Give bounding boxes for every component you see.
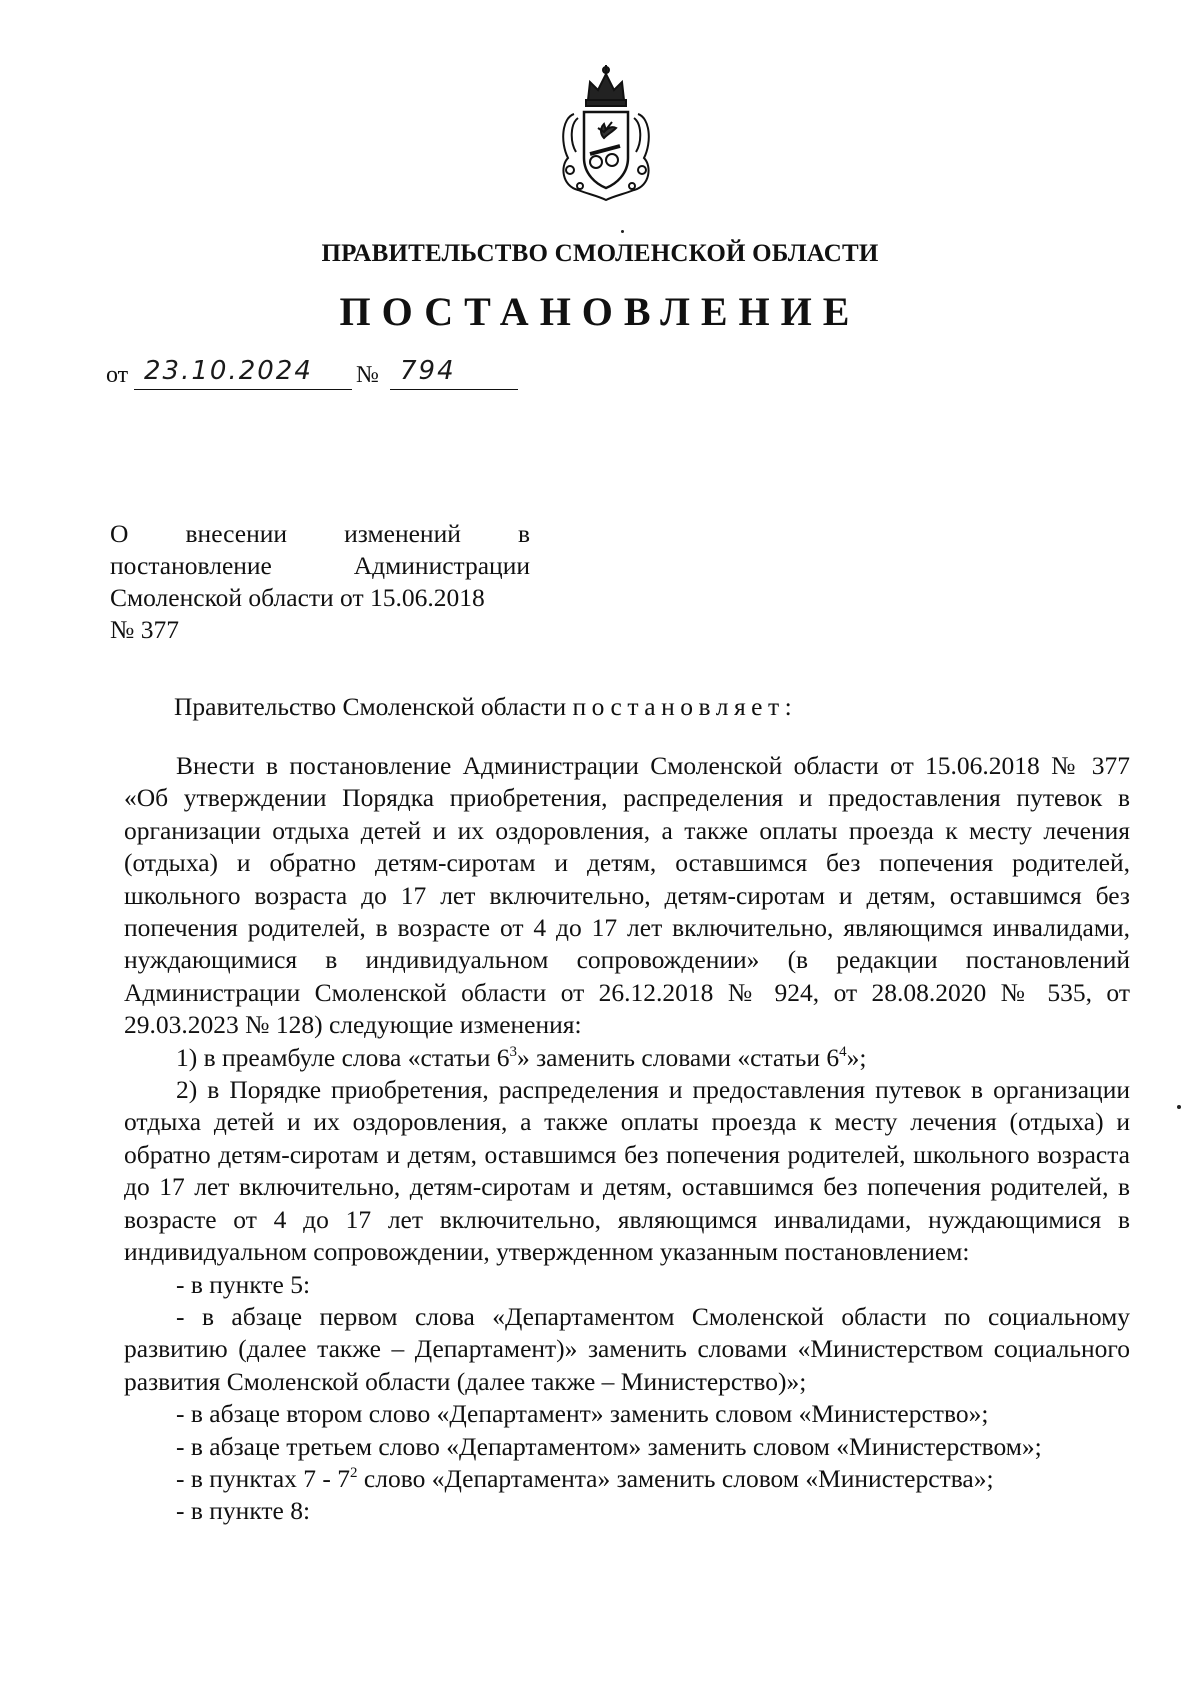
paragraph-third-change: - в абзаце третьем слово «Департаментом» заменить словом «Министерством»; [176, 1431, 1042, 1461]
date-underline [134, 389, 352, 390]
document-body [124, 750, 1130, 1528]
points-7-change: - в пунктах $7 - 7^2$ слово «Департамента» заменить словом «Министерства»; [176, 1463, 994, 1493]
handwritten-date: 23.10.2024 [144, 356, 313, 386]
number-label: № [356, 362, 379, 388]
item-1: 1) в преамбуле слова «статьи $6^3$» заменить словами «статьи $6^4$»; [176, 1042, 867, 1072]
paragraph-second-change: - в абзаце втором слово «Департамент» заменить словом «Министерство»; [176, 1399, 989, 1429]
coat-of-arms-emblem [554, 62, 658, 204]
organization-title: ПРАВИТЕЛЬСТВО СМОЛЕНСКОЙ ОБЛАСТИ [321, 240, 879, 267]
point-8-heading: - в пункте 8: [176, 1496, 311, 1526]
point-5-heading: - в пункте 5: [176, 1269, 311, 1299]
scan-speck [1177, 1105, 1181, 1109]
resolves-spaced-word: постановляет: [572, 692, 798, 721]
subject-line-1: О внесении изменений в [110, 519, 530, 548]
number-underline [390, 389, 518, 390]
subject-line-2: постановление Администрации [110, 551, 530, 580]
main-paragraph: Внести в постановление Администрации Смоленской области от 15.06.2018 № 377 «Об утверждении Порядка приобретения, распределения и предоставления путевок в организации отдыха детей и их оздоровления, а также оплаты проезда к месту лечения (отдыха) и обратно детям-сиротам и детям, оставшимся без попечения родителей, школьного возраста до 17 лет включительно, детям-сиротам и детям, оставшимся без попечения родителей, в возрасте от 4 до 17 лет включительно, являющимся инвалидами, нуждающимися в индивидуальном сопровождении» (в редакции постановлений Администрации Смоленской области от 26.12.2018 № 924, от 28.08.2020 № 535, от 29.03.2023 № 128) следующие изменения: [124, 751, 1130, 1040]
item-2: 2) в Порядке приобретения, распределения и предоставления путевок в организации отдыха детей и их оздоровления, а также оплаты проезда к месту лечения (отдыха) и обратно детям-сиротам и детям, оставшимся без попечения родителей, школьного возраста до 17 лет включительно, детям-сиротам и детям, оставшимся без попечения родителей, в возрасте от 4 до 17 лет включительно, являющимся инвалидами, нуждающимися в индивидуальном сопровождении, утвержденном указанным постановлением: [124, 1075, 1130, 1267]
subject-line-4: № 377 [110, 615, 179, 644]
document-subject [110, 518, 530, 646]
scan-speck [621, 230, 624, 233]
date-label: от [106, 362, 129, 388]
handwritten-number: 794 [400, 356, 456, 386]
paragraph-first-change: - в абзаце первом слова «Департаментом Смоленской области по социальному развитию (далее также – Департамент)» заменить словами «Министерством социального развития Смоленской области (далее также – Министерство)»; [124, 1301, 1130, 1396]
document-type-title: ПОСТАНОВЛЕНИЕ [339, 289, 861, 334]
resolves-statement: Правительство Смоленской области постановляет: [174, 692, 798, 721]
subject-line-3: Смоленской области от 15.06.2018 [110, 583, 485, 612]
